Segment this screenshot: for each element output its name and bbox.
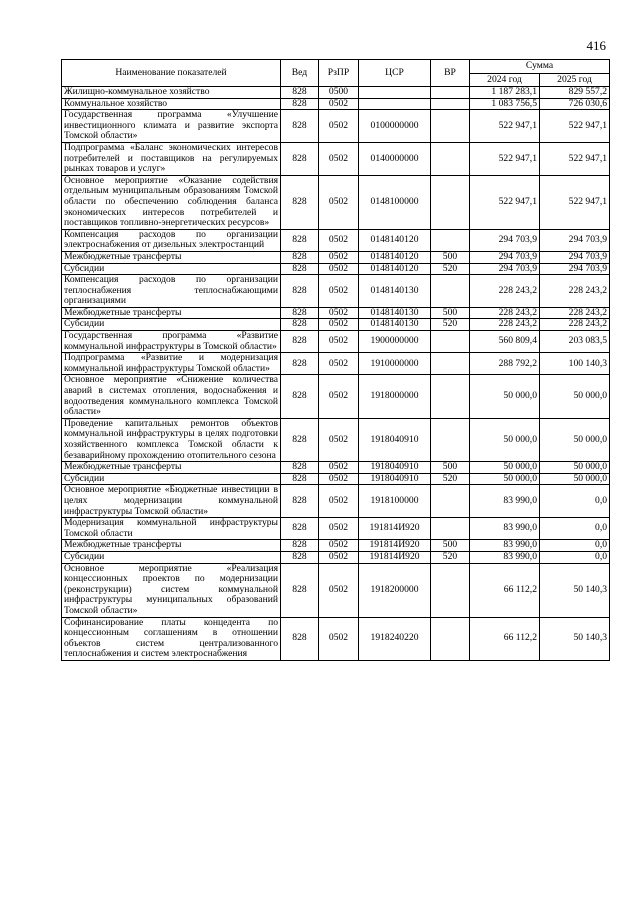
cell-ved: 828 [281, 331, 319, 353]
cell-name: Субсидии [62, 319, 281, 331]
cell-name: Межбюджетные трансферты [62, 307, 281, 319]
cell-vr [431, 617, 470, 660]
cell-y2024: 228 243,2 [470, 319, 540, 331]
cell-csr: 1918040910 [359, 418, 431, 461]
cell-name: Жилищно-коммунальное хозяйство [62, 87, 281, 99]
cell-vr [431, 353, 470, 375]
cell-name: Подпрограмма «Баланс экономических интересов потребителей и поставщиков на регулируемых рынках товаров и услуг» [62, 142, 281, 175]
header-csr: ЦСР [359, 60, 431, 87]
cell-y2025: 228 243,2 [540, 319, 610, 331]
cell-rzpr: 0502 [319, 319, 359, 331]
cell-y2024: 522 947,1 [470, 110, 540, 143]
cell-rzpr: 0502 [319, 551, 359, 563]
table-row [62, 142, 610, 175]
cell-rzpr: 0502 [319, 375, 359, 418]
cell-rzpr: 0502 [319, 110, 359, 143]
cell-ved: 828 [281, 518, 319, 540]
cell-y2025: 228 243,2 [540, 275, 610, 308]
cell-y2025: 0,0 [540, 551, 610, 563]
cell-ved: 828 [281, 319, 319, 331]
cell-name: Субсидии [62, 473, 281, 485]
cell-rzpr: 0502 [319, 485, 359, 518]
cell-ved: 828 [281, 175, 319, 229]
cell-y2024: 288 792,2 [470, 353, 540, 375]
cell-name: Субсидии [62, 263, 281, 275]
cell-y2024: 66 112,2 [470, 617, 540, 660]
cell-rzpr: 0502 [319, 353, 359, 375]
cell-name: Основное мероприятие «Бюджетные инвестиции в целях модернизации коммунальной инфраструктуры Томской области» [62, 485, 281, 518]
cell-csr: 191814И920 [359, 540, 431, 552]
cell-vr: 520 [431, 473, 470, 485]
cell-ved: 828 [281, 563, 319, 617]
header-vr: ВР [431, 60, 470, 87]
cell-name: Проведение капитальных ремонтов объектов коммунальной инфраструктуры в целях подготовки хозяйственного комплекса Томской области к безаварийному прохождению отопительного сезона [62, 418, 281, 461]
cell-y2025: 522 947,1 [540, 175, 610, 229]
cell-ved: 828 [281, 263, 319, 275]
table-row [62, 375, 610, 418]
cell-vr: 500 [431, 462, 470, 474]
cell-y2024: 66 112,2 [470, 563, 540, 617]
cell-ved: 828 [281, 462, 319, 474]
cell-csr [359, 98, 431, 110]
cell-ved: 828 [281, 375, 319, 418]
cell-csr: 191814И920 [359, 551, 431, 563]
cell-y2025: 522 947,1 [540, 110, 610, 143]
table-row [62, 617, 610, 660]
cell-ved: 828 [281, 551, 319, 563]
header-name: Наименование показателей [62, 60, 281, 87]
cell-y2024: 1 083 756,5 [470, 98, 540, 110]
header-sum: Сумма [470, 60, 610, 74]
cell-csr: 0148100000 [359, 175, 431, 229]
cell-rzpr: 0502 [319, 275, 359, 308]
cell-ved: 828 [281, 353, 319, 375]
cell-rzpr: 0502 [319, 175, 359, 229]
cell-rzpr: 0502 [319, 229, 359, 251]
cell-vr [431, 142, 470, 175]
cell-y2024: 50 000,0 [470, 462, 540, 474]
cell-csr: 0148140120 [359, 229, 431, 251]
table-row [62, 518, 610, 540]
cell-y2025: 829 557,2 [540, 87, 610, 99]
cell-rzpr: 0502 [319, 518, 359, 540]
table-row [62, 551, 610, 563]
cell-name: Коммунальное хозяйство [62, 98, 281, 110]
cell-vr [431, 87, 470, 99]
cell-ved: 828 [281, 540, 319, 552]
cell-csr: 1918040910 [359, 473, 431, 485]
cell-csr: 1918240220 [359, 617, 431, 660]
cell-csr [359, 87, 431, 99]
cell-rzpr: 0502 [319, 331, 359, 353]
cell-vr [431, 175, 470, 229]
table-row [62, 110, 610, 143]
cell-name: Основное мероприятие «Снижение количества аварий в системах отопления, водоснабжения и водоотведения коммунального комплекса Томской области» [62, 375, 281, 418]
table-body [62, 87, 610, 661]
cell-vr: 520 [431, 551, 470, 563]
table-row [62, 563, 610, 617]
page-number: 416 [586, 38, 606, 53]
cell-vr [431, 563, 470, 617]
cell-name: Модернизация коммунальной инфраструктуры Томской области [62, 518, 281, 540]
cell-vr: 520 [431, 319, 470, 331]
cell-rzpr: 0502 [319, 307, 359, 319]
cell-y2024: 560 809,4 [470, 331, 540, 353]
cell-ved: 828 [281, 229, 319, 251]
cell-name: Основное мероприятие «Оказание содействия отдельным муниципальным образованиям Томской области по обеспечению соблюдения баланса экономических интересов потребителей и поставщиков топливно-энергетических ресурсов» [62, 175, 281, 229]
cell-y2025: 100 140,3 [540, 353, 610, 375]
table-row [62, 319, 610, 331]
cell-name: Государственная программа «Развитие коммунальной инфраструктуры в Томской области» [62, 331, 281, 353]
cell-y2024: 522 947,1 [470, 142, 540, 175]
cell-y2024: 50 000,0 [470, 473, 540, 485]
cell-name: Подпрограмма «Развитие и модернизация коммунальной инфраструктуры Томской области» [62, 353, 281, 375]
cell-y2025: 50 140,3 [540, 617, 610, 660]
cell-vr [431, 331, 470, 353]
cell-vr: 500 [431, 251, 470, 263]
cell-csr: 0148140120 [359, 263, 431, 275]
table-row [62, 540, 610, 552]
cell-rzpr: 0502 [319, 462, 359, 474]
cell-csr: 0140000000 [359, 142, 431, 175]
cell-rzpr: 0502 [319, 142, 359, 175]
cell-y2025: 294 703,9 [540, 229, 610, 251]
cell-csr: 1918200000 [359, 563, 431, 617]
cell-y2024: 50 000,0 [470, 375, 540, 418]
cell-rzpr: 0500 [319, 87, 359, 99]
cell-name: Межбюджетные трансферты [62, 462, 281, 474]
cell-y2025: 50 000,0 [540, 462, 610, 474]
cell-ved: 828 [281, 307, 319, 319]
table-row [62, 275, 610, 308]
cell-y2024: 1 187 283,1 [470, 87, 540, 99]
cell-vr: 500 [431, 307, 470, 319]
cell-name: Межбюджетные трансферты [62, 540, 281, 552]
cell-name: Основное мероприятие «Реализация концессионных проектов по модернизации (реконструкции) систем коммунальной инфраструктуры муниципальных образований Томской области» [62, 563, 281, 617]
cell-csr: 1900000000 [359, 331, 431, 353]
table-row [62, 175, 610, 229]
cell-vr: 500 [431, 540, 470, 552]
cell-ved: 828 [281, 418, 319, 461]
cell-y2024: 83 990,0 [470, 540, 540, 552]
header-rzpr: РзПР [319, 60, 359, 87]
cell-csr: 0148140130 [359, 307, 431, 319]
cell-y2025: 726 030,6 [540, 98, 610, 110]
cell-csr: 0148140130 [359, 319, 431, 331]
cell-vr [431, 110, 470, 143]
cell-rzpr: 0502 [319, 263, 359, 275]
cell-csr: 0100000000 [359, 110, 431, 143]
cell-csr: 1910000000 [359, 353, 431, 375]
cell-vr [431, 485, 470, 518]
header-ved: Вед [281, 60, 319, 87]
cell-vr [431, 418, 470, 461]
cell-y2024: 83 990,0 [470, 518, 540, 540]
cell-vr [431, 518, 470, 540]
table-row [62, 418, 610, 461]
cell-name: Компенсация расходов по организации электроснабжения от дизельных электростанций [62, 229, 281, 251]
cell-vr [431, 98, 470, 110]
cell-y2024: 50 000,0 [470, 418, 540, 461]
cell-ved: 828 [281, 251, 319, 263]
cell-y2025: 0,0 [540, 518, 610, 540]
table-row [62, 98, 610, 110]
cell-rzpr: 0502 [319, 473, 359, 485]
cell-rzpr: 0502 [319, 563, 359, 617]
cell-y2025: 228 243,2 [540, 307, 610, 319]
cell-ved: 828 [281, 473, 319, 485]
cell-ved: 828 [281, 485, 319, 518]
table-row [62, 263, 610, 275]
cell-y2024: 83 990,0 [470, 485, 540, 518]
cell-rzpr: 0502 [319, 98, 359, 110]
cell-csr: 0148140130 [359, 275, 431, 308]
cell-ved: 828 [281, 110, 319, 143]
cell-rzpr: 0502 [319, 617, 359, 660]
cell-vr [431, 375, 470, 418]
cell-csr: 0148140120 [359, 251, 431, 263]
cell-y2024: 294 703,9 [470, 251, 540, 263]
table-row [62, 87, 610, 99]
cell-y2024: 294 703,9 [470, 263, 540, 275]
cell-y2024: 294 703,9 [470, 229, 540, 251]
cell-y2025: 522 947,1 [540, 142, 610, 175]
cell-y2025: 50 140,3 [540, 563, 610, 617]
cell-ved: 828 [281, 142, 319, 175]
table-row [62, 229, 610, 251]
table-row [62, 485, 610, 518]
cell-y2024: 83 990,0 [470, 551, 540, 563]
cell-rzpr: 0502 [319, 540, 359, 552]
cell-csr: 191814И920 [359, 518, 431, 540]
cell-name: Софинансирование платы концедента по концессионным соглашениям в отношении объектов систем централизованного теплоснабжения и систем электроснабжения [62, 617, 281, 660]
cell-ved: 828 [281, 617, 319, 660]
header-2024: 2024 год [470, 74, 540, 87]
cell-ved: 828 [281, 98, 319, 110]
cell-rzpr: 0502 [319, 251, 359, 263]
cell-csr: 1918100000 [359, 485, 431, 518]
table-row [62, 462, 610, 474]
cell-y2025: 0,0 [540, 540, 610, 552]
table-row [62, 331, 610, 353]
cell-vr [431, 229, 470, 251]
cell-ved: 828 [281, 275, 319, 308]
cell-rzpr: 0502 [319, 418, 359, 461]
budget-table [61, 59, 610, 661]
header-2025: 2025 год [540, 74, 610, 87]
cell-y2024: 228 243,2 [470, 275, 540, 308]
cell-csr: 1918040910 [359, 462, 431, 474]
cell-y2025: 50 000,0 [540, 473, 610, 485]
cell-name: Субсидии [62, 551, 281, 563]
cell-name: Межбюджетные трансферты [62, 251, 281, 263]
cell-y2025: 294 703,9 [540, 251, 610, 263]
cell-name: Государственная программа «Улучшение инвестиционного климата и развитие экспорта Томской области» [62, 110, 281, 143]
cell-y2025: 203 083,5 [540, 331, 610, 353]
cell-csr: 1918000000 [359, 375, 431, 418]
cell-y2025: 294 703,9 [540, 263, 610, 275]
cell-y2025: 0,0 [540, 485, 610, 518]
cell-name: Компенсация расходов по организации теплоснабжения теплоснабжающими организациями [62, 275, 281, 308]
table-row [62, 473, 610, 485]
cell-vr [431, 275, 470, 308]
cell-vr: 520 [431, 263, 470, 275]
table-row [62, 251, 610, 263]
table-row [62, 307, 610, 319]
cell-y2024: 228 243,2 [470, 307, 540, 319]
cell-y2024: 522 947,1 [470, 175, 540, 229]
cell-y2025: 50 000,0 [540, 418, 610, 461]
cell-y2025: 50 000,0 [540, 375, 610, 418]
cell-ved: 828 [281, 87, 319, 99]
table-row [62, 353, 610, 375]
